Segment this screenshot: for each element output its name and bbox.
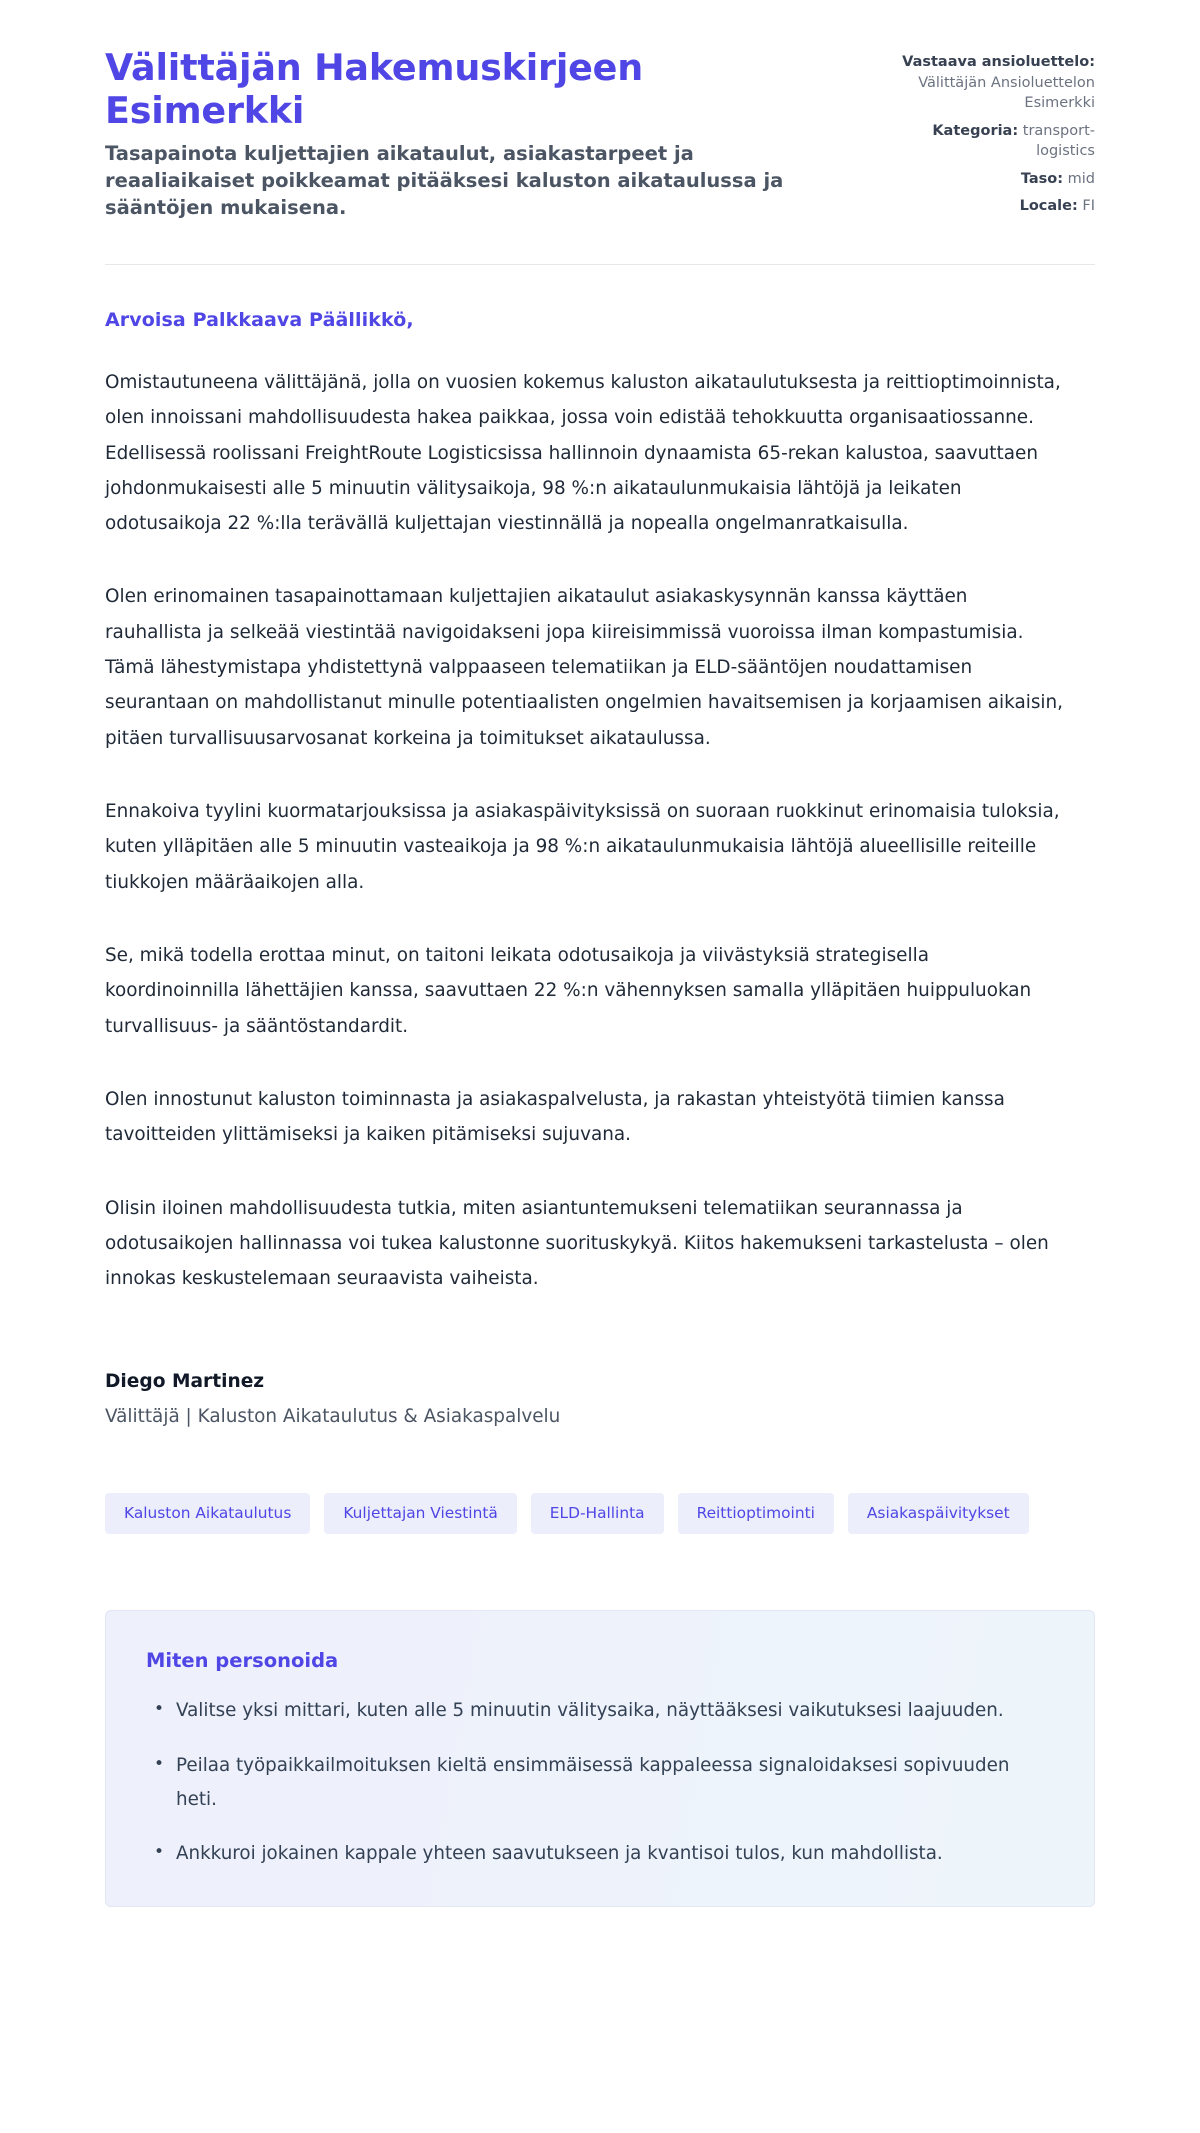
callout-list-item: • Valitse yksi mittari, kuten alle 5 minuutin välitysaika, näyttääksesi vaikutuksesi laajuuden. xyxy=(172,1694,1054,1728)
signature-name: Diego Martinez xyxy=(105,1370,265,1392)
tag-chip[interactable]: Kuljettajan Viestintä xyxy=(324,1493,516,1534)
tag-chip[interactable]: Kaluston Aikataulutus xyxy=(105,1493,310,1534)
tag-chip[interactable]: ELD-Hallinta xyxy=(531,1493,664,1534)
signature-block xyxy=(105,1371,1095,1427)
meta-related-resume-value: Välittäjän Ansioluettelon Esimerkki xyxy=(918,74,1095,112)
page-subtitle: Tasapainota kuljettajien aikataulut, asiakastarpeet ja reaaliaikaiset poikkeamat pitääksesi kaluston aikataulussa ja sääntöjen mukaisena. xyxy=(105,142,784,219)
meta-level xyxy=(885,169,1095,190)
callout-title: Miten personoida xyxy=(146,1649,339,1673)
letter-paragraphs xyxy=(105,365,1095,1297)
page-title: Välittäjän Hakemuskirjeen Esimerkki xyxy=(105,46,644,133)
letter-greeting: Arvoisa Palkkaava Päällikkö, xyxy=(105,308,414,331)
tag-chip[interactable]: Reittioptimointi xyxy=(678,1493,834,1534)
letter-paragraph: Olen innostunut kaluston toiminnasta ja asiakaspalvelusta, ja rakastan yhteistyötä tiimien kanssa tavoitteiden ylittämiseksi ja kaiken pitämiseksi sujuvana. xyxy=(105,1089,1005,1146)
personalization-callout xyxy=(105,1610,1095,1907)
tag-list xyxy=(105,1493,1095,1534)
callout-list-item: • Ankkuroi jokainen kappale yhteen saavutukseen ja kvantisoi tulos, kun mahdollista. xyxy=(172,1837,1054,1871)
letter-paragraph: Olen erinomainen tasapainottamaan kuljettajien aikataulut asiakaskysynnän kanssa käyttäen rauhallista ja selkeää viestintää navigoidakseni jopa kiireisimmissä vuoroissa ilman kompastumisia. Tämä lähestymistapa yhdistettynä valppaaseen telematiikan ja ELD-sääntöjen noudattamisen seurantaan on mahdollistanut minulle potentiaalisten ongelmien havaitsemisen ja korjaamisen aikaisin, pitäen turvallisuusarvosanat korkeina ja toimitukset aikataulussa. xyxy=(105,586,1064,749)
letter-paragraph: Olisin iloinen mahdollisuudesta tutkia, miten asiantuntemukseni telematiikan seurannassa ja odotusaikojen hallinnassa voi tukea kalustonne suorituskykyä. Kiitos hakemukseni tarkastelusta – olen innokas keskustelemaan seuraavista vaiheista. xyxy=(105,1197,1049,1290)
meta-category-value: transport-logistics xyxy=(1022,122,1095,160)
tag-chip[interactable]: Asiakaspäivitykset xyxy=(848,1493,1029,1534)
meta-related-resume xyxy=(885,52,1095,114)
callout-list xyxy=(146,1694,1054,1872)
meta-locale-value: FI xyxy=(1082,198,1095,215)
letter-paragraph: Se, mikä todella erottaa minut, on taitoni leikata odotusaikoja ja viivästyksiä strategisella koordinoinnilla lähettäjien kanssa, saavuttaen 22 %:n vähennyksen samalla ylläpitäen huippuluokan turvallisuus- ja sääntöstandardit. xyxy=(105,945,1032,1037)
letter-paragraph: Omistautuneena välittäjänä, jolla on vuosien kokemus kaluston aikataulutuksesta ja reittioptimoinnista, olen innoissani mahdollisuudesta hakea paikkaa, jossa voin edistää tehokkuutta organisaatiossanne. Edellisessä roolissani FreightRoute Logisticsissa hallinnoin dynaamista 65-rekan kalustoa, saavuttaen johdonmukaisesti alle 5 minuutin välitysaikoja, 98 %:n aikataulunmukaisia lähtöjä ja leikaten odotusaikoja 22 %:lla terävällä kuljettajan viestinnällä ja nopealla ongelmanratkaisulla. xyxy=(105,371,1061,535)
cover-letter-body xyxy=(105,265,1095,1297)
meta-related-resume-label: Vastaava ansioluettelo: xyxy=(902,54,1095,70)
letter-paragraph: Ennakoiva tyylini kuormatarjouksissa ja asiakaspäivityksissä on suoraan ruokkinut erinomaisia tuloksia, kuten ylläpitäen alle 5 minuutin vasteaikoja ja 98 %:n aikataulunmukaisia lähtöjä alueellisille reiteille tiukkojen määräaikojen alla. xyxy=(105,801,1060,893)
signature-role: Välittäjä | Kaluston Aikataulutus & Asiakaspalvelu xyxy=(105,1405,561,1427)
meta-locale-label: Locale: xyxy=(1019,198,1078,215)
meta-level-value: mid xyxy=(1067,170,1095,187)
meta-category xyxy=(885,121,1095,162)
header-title-block xyxy=(105,46,845,222)
header-metadata xyxy=(885,46,1095,218)
callout-list-item: • Peilaa työpaikkailmoituksen kieltä ensimmäisessä kappaleessa signaloidaksesi sopivuuden heti. xyxy=(172,1749,1054,1818)
meta-locale xyxy=(885,196,1095,217)
meta-level-label: Taso: xyxy=(1020,170,1064,187)
meta-category-label: Kategoria: xyxy=(932,122,1019,139)
document-header xyxy=(105,46,1095,222)
